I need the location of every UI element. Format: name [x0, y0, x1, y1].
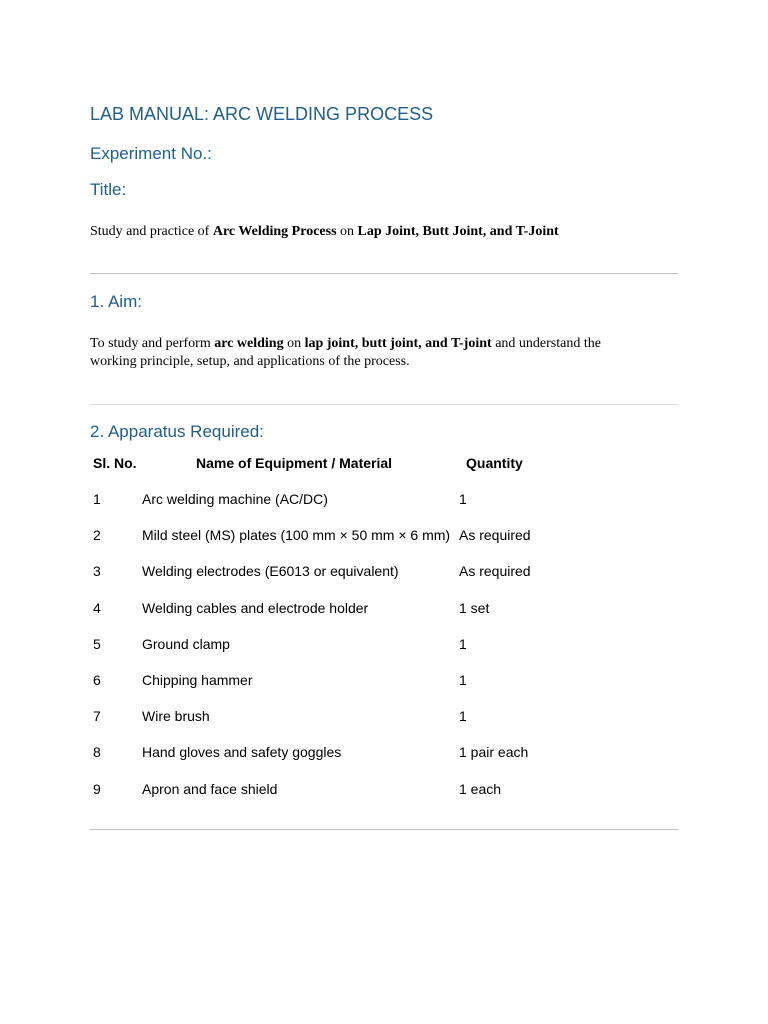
- text-run: Study and practice of: [90, 224, 213, 239]
- table-cell-quantity: 1 set: [459, 599, 490, 616]
- table-cell-sl-no: 1: [93, 491, 101, 507]
- bold-text-run: arc welding: [214, 336, 284, 351]
- table-cell-quantity: 1: [459, 672, 467, 688]
- table-cell-sl-no: 2: [93, 527, 101, 544]
- table-cell-equipment: Apron and face shield: [142, 780, 278, 797]
- text-run: on: [283, 336, 305, 351]
- bold-text-run: Lap Joint, Butt Joint, and T-Joint: [357, 224, 559, 239]
- table-header-sl-no: Sl. No.: [93, 455, 137, 471]
- table-cell-equipment: Wire brush: [142, 708, 210, 725]
- table-cell-equipment: Arc welding machine (AC/DC): [142, 491, 328, 507]
- table-cell-sl-no: 3: [93, 563, 101, 580]
- table-cell-quantity: 1: [459, 708, 467, 725]
- table-cell-sl-no: 9: [93, 780, 101, 797]
- table-cell-equipment: Chipping hammer: [142, 672, 253, 688]
- aim-heading: 1. Aim:: [90, 292, 142, 311]
- table-cell-equipment: Ground clamp: [142, 635, 230, 652]
- table-cell-equipment: Welding electrodes (E6013 or equivalent): [142, 563, 399, 580]
- table-cell-quantity: As required: [459, 563, 531, 580]
- table-cell-quantity: As required: [459, 527, 531, 544]
- aim-text: [90, 335, 650, 371]
- table-cell-sl-no: 4: [93, 599, 101, 616]
- title-text: [90, 223, 650, 241]
- text-run: on: [336, 224, 358, 239]
- section-divider: [90, 404, 678, 405]
- table-cell-sl-no: 6: [93, 672, 101, 688]
- bold-text-run: lap joint, butt joint, and T-joint: [304, 336, 492, 351]
- text-run: To study and perform: [90, 336, 215, 351]
- table-header-equipment: Name of Equipment / Material: [196, 455, 393, 471]
- table-cell-quantity: 1: [459, 635, 467, 652]
- table-cell-equipment: Welding cables and electrode holder: [142, 599, 369, 616]
- table-cell-quantity: 1 each: [459, 780, 502, 797]
- table-cell-sl-no: 8: [93, 744, 101, 761]
- section-divider: [90, 829, 678, 830]
- apparatus-heading: 2. Apparatus Required:: [90, 422, 264, 441]
- section-divider: [90, 273, 678, 274]
- bold-text-run: Arc Welding Process: [212, 224, 337, 239]
- table-cell-sl-no: 5: [93, 635, 101, 652]
- table-cell-equipment: Hand gloves and safety goggles: [142, 744, 342, 761]
- title-label: Title:: [90, 180, 127, 199]
- text-run: and understand the working principle, setup, and applications of the process.: [90, 336, 601, 369]
- table-cell-sl-no: 7: [93, 708, 101, 725]
- document-title: LAB MANUAL: ARC WELDING PROCESS: [90, 104, 434, 124]
- table-header-quantity: Quantity: [466, 455, 523, 471]
- table-cell-quantity: 1: [459, 491, 467, 507]
- table-cell-equipment: Mild steel (MS) plates (100 mm × 50 mm × 6 mm): [142, 527, 451, 544]
- experiment-number-label: Experiment No.:: [90, 144, 212, 163]
- table-cell-quantity: 1 pair each: [459, 744, 529, 761]
